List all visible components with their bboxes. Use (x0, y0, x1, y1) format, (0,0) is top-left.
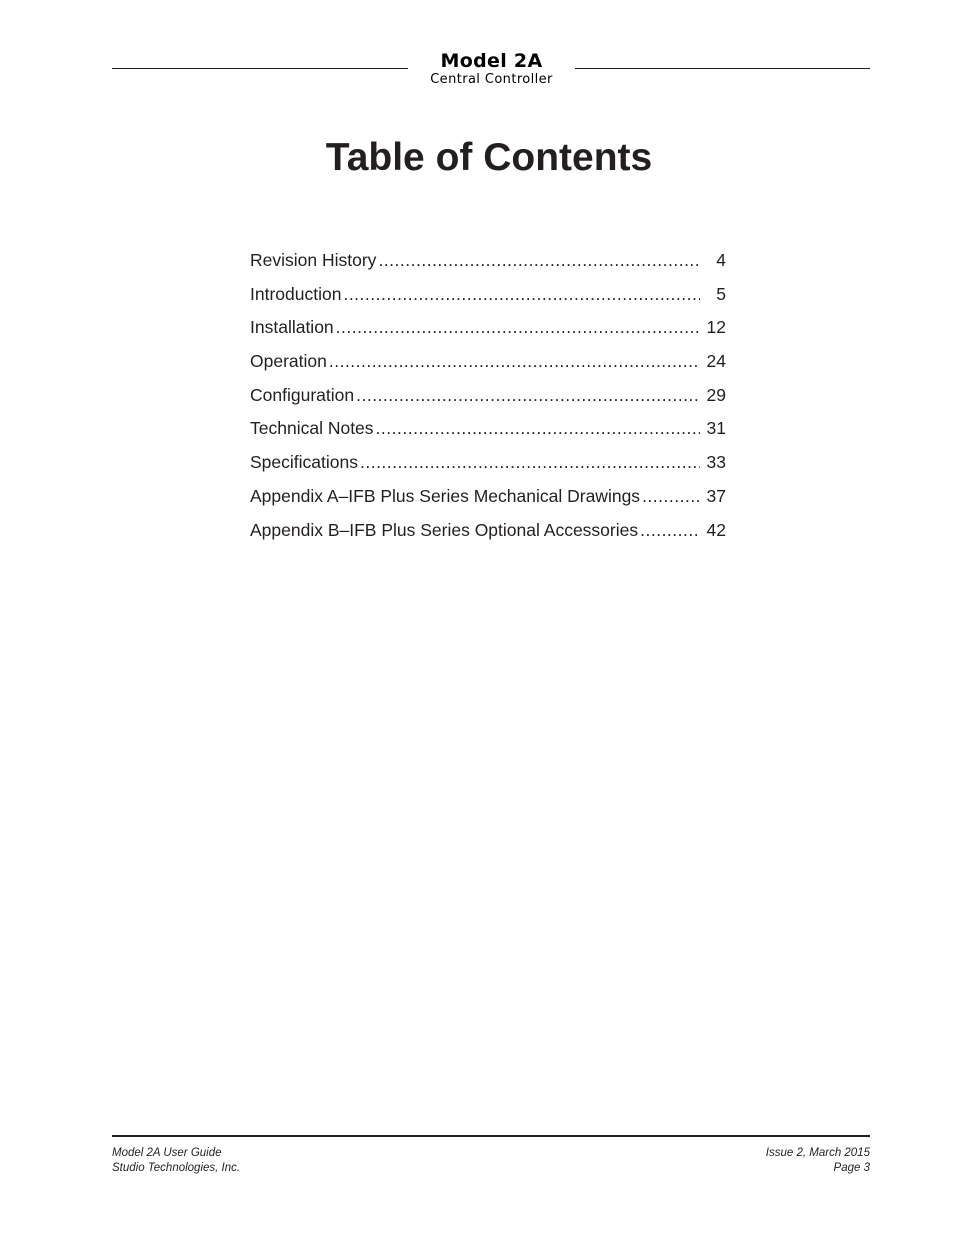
footer-company: Studio Technologies, Inc. (112, 1162, 241, 1174)
toc-entry-page: 4 (716, 250, 726, 270)
toc-entry-operation[interactable] (250, 348, 726, 382)
toc-dot-leader (356, 382, 700, 408)
toc-dot-leader (343, 281, 700, 307)
toc-dot-leader (378, 247, 700, 273)
toc-entry-label: Configuration (250, 384, 355, 405)
footer-left (112, 1146, 240, 1176)
toc-entry-label: Operation (250, 351, 327, 372)
header-rule-right (575, 68, 870, 69)
toc-entry-page: 24 (706, 351, 726, 372)
toc-entry-revision-history[interactable] (250, 247, 726, 281)
toc-entry-page: 12 (706, 317, 726, 338)
toc-entry-specifications[interactable] (250, 449, 726, 483)
toc-entry-label: Specifications (250, 452, 358, 473)
toc-list (250, 247, 726, 550)
footer-guide-title: Model 2A User Guide (112, 1147, 222, 1159)
toc-entry-appendix-a[interactable] (250, 483, 726, 517)
toc-entry-page: 42 (706, 519, 726, 540)
toc-entry-technical-notes[interactable] (250, 415, 726, 449)
toc-entry-installation[interactable] (250, 314, 726, 348)
footer-issue: Issue 2, March 2015 (765, 1147, 870, 1159)
toc-entry-page: 37 (706, 485, 726, 506)
toc-entry-label: Technical Notes (250, 418, 374, 439)
toc-entry-label: Revision History (250, 250, 377, 270)
toc-entry-label: Appendix B–IFB Plus Series Optional Accessories (250, 519, 639, 540)
toc-entry-appendix-b[interactable] (250, 517, 726, 551)
footer-page-number: Page 3 (833, 1162, 870, 1174)
header-model-subtitle: Central Controller (430, 72, 553, 87)
page-header (112, 50, 870, 90)
page-footer (112, 1135, 870, 1174)
page-title: Table of Contents (325, 136, 653, 179)
toc-entry-page: 33 (706, 452, 726, 473)
toc-entry-configuration[interactable] (250, 382, 726, 416)
toc-dot-leader (336, 314, 700, 340)
toc-entry-label: Appendix A–IFB Plus Series Mechanical Drawings (250, 485, 641, 506)
toc-dot-leader (642, 483, 700, 509)
toc-entry-page: 31 (706, 418, 726, 439)
toc-dot-leader (640, 517, 700, 543)
toc-dot-leader (360, 449, 700, 475)
toc-entry-introduction[interactable] (250, 281, 726, 315)
toc-entry-label: Installation (250, 317, 334, 338)
toc-dot-leader (376, 415, 700, 441)
toc-entry-page: 29 (706, 384, 726, 405)
toc-dot-leader (329, 348, 700, 374)
header-rule-left (112, 68, 408, 69)
toc-entry-page: 5 (716, 283, 726, 304)
footer-right (766, 1146, 870, 1176)
toc-entry-label: Introduction (250, 283, 342, 304)
header-model-title: Model 2A (440, 50, 543, 72)
